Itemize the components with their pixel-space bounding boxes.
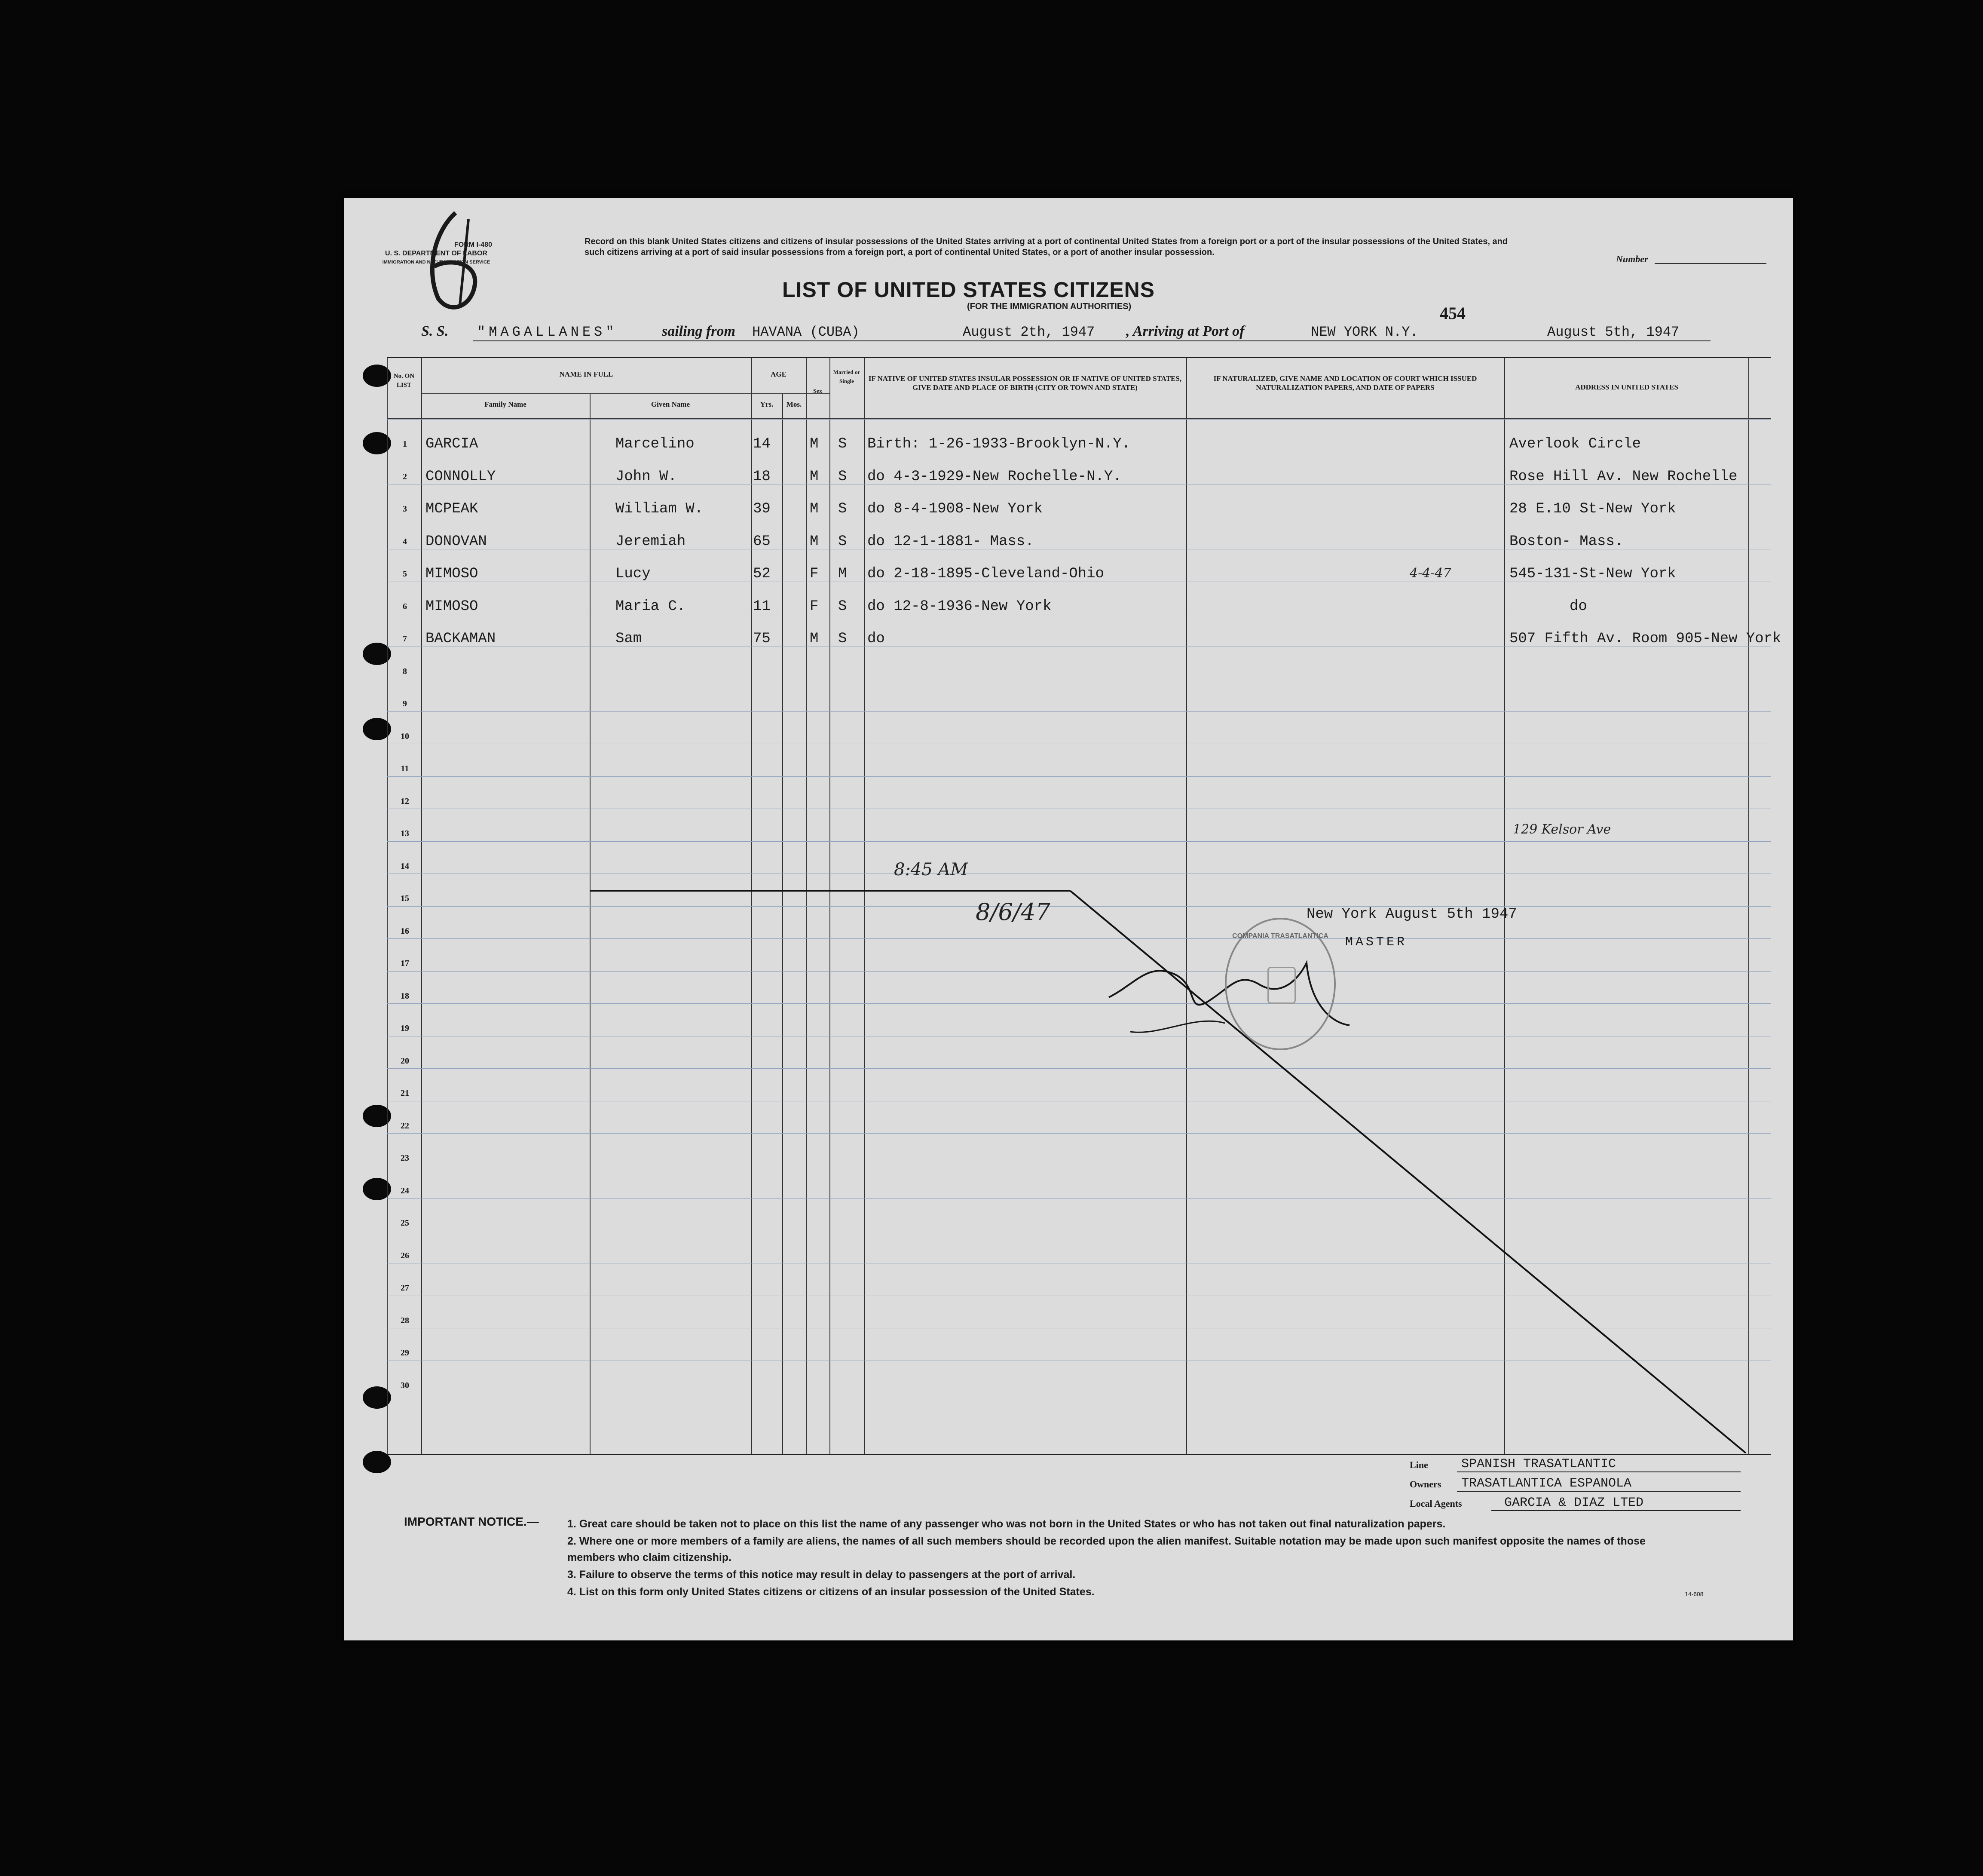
family-name-cell: MIMOSO [425, 598, 478, 615]
header-mos: Mos. [786, 400, 802, 408]
given-name-cell: Marcelino [615, 436, 695, 452]
owners-value: TRASATLANTICA ESPANOLA [1461, 1476, 1632, 1491]
row-number: 2 [403, 472, 407, 481]
age-years-cell: 14 [753, 436, 771, 452]
age-years-cell: 75 [753, 631, 771, 647]
address-cell: Boston- Mass. [1509, 533, 1624, 550]
given-name-cell: Maria C. [615, 598, 686, 615]
row-number: 15 [401, 894, 409, 903]
handwritten-time-note: 8:45 AM [894, 860, 968, 880]
header-family-name: Family Name [484, 400, 526, 408]
marital-status-cell: M [838, 566, 847, 582]
birth-info-cell: do 12-8-1936-New York [867, 598, 1052, 615]
vessel-name: "MAGALLANES" [477, 324, 618, 340]
row-number: 3 [403, 504, 407, 514]
marital-status-cell: S [838, 631, 847, 647]
row-number: 14 [401, 861, 409, 871]
row-number: 21 [401, 1088, 409, 1098]
row-number: 9 [403, 699, 407, 708]
marital-status-cell: S [838, 501, 847, 517]
header-age: AGE [771, 370, 786, 378]
sex-cell: F [810, 598, 819, 615]
notice-title: IMPORTANT NOTICE.— [404, 1515, 539, 1528]
department-label: U. S. DEPARTMENT OF LABOR [385, 250, 487, 257]
header-married: Married or Single [833, 369, 860, 384]
agents-value: GARCIA & DIAZ LTED [1504, 1496, 1644, 1510]
header-address: ADDRESS IN UNITED STATES [1575, 383, 1678, 391]
page-subtitle: (FOR THE IMMIGRATION AUTHORITIES) [967, 302, 1132, 311]
sex-cell: M [810, 533, 819, 550]
address-cell: Averlook Circle [1509, 436, 1641, 452]
marital-status-cell: S [838, 533, 847, 550]
footer-owners-field [1410, 1476, 1632, 1491]
notice-item-1: 1. Great care should be taken not to place on this list the name of any passenger who was not born in the United States or who has not taken out final naturalization papers. [567, 1518, 1446, 1530]
form-number: FORM I-480 [454, 241, 492, 248]
row-number: 12 [401, 796, 409, 806]
master-place-date: New York August 5th 1947 [1307, 906, 1517, 923]
row-number: 17 [401, 959, 409, 968]
row-number: 18 [401, 991, 409, 1001]
address-cell: 545-131-St-New York [1509, 566, 1676, 582]
age-years-cell: 11 [753, 598, 771, 615]
page-number: 454 [1440, 303, 1466, 323]
address-cell: 28 E.10 St-New York [1509, 501, 1676, 517]
marital-status-cell: S [838, 436, 847, 452]
birth-info-cell: do 4-3-1929-New Rochelle-N.Y. [867, 468, 1122, 485]
row-number: 24 [401, 1186, 409, 1195]
address-cell: Rose Hill Av. New Rochelle [1509, 468, 1738, 485]
row-number: 29 [401, 1348, 409, 1358]
handwritten-address-note: 129 Kelsor Ave [1513, 822, 1611, 837]
age-years-cell: 52 [753, 566, 771, 582]
notice-item-4: 4. List on this form only United States citizens or citizens of an insular possession of the United States. [567, 1586, 1095, 1598]
row-number: 10 [401, 731, 409, 741]
row-number: 1 [403, 439, 407, 449]
service-label: IMMIGRATION AND NATURALIZATION SERVICE [382, 260, 490, 265]
sex-cell: F [810, 566, 819, 582]
age-years-cell: 39 [753, 501, 771, 517]
given-name-cell: Sam [615, 631, 642, 647]
sex-cell: M [810, 501, 819, 517]
agents-label: Local Agents [1410, 1498, 1462, 1509]
row-number: 4 [403, 536, 407, 546]
family-name-cell: CONNOLLY [425, 468, 496, 485]
family-name-cell: BACKAMAN [425, 631, 496, 647]
age-years-cell: 18 [753, 468, 771, 485]
arrival-port: NEW YORK N.Y. [1311, 324, 1418, 340]
row-number: 19 [401, 1024, 409, 1033]
row-number: 28 [401, 1315, 409, 1325]
record-instructions: Record on this blank United States citizens and citizens of insular possessions of the United States arriving at a port of continental United States from a foreign port or a port of the insular possessions of the United States, and such citizens arriving at a port of said insular possessions from a foreign port, a port of continental United States, or a port of another insular possession. [584, 237, 1508, 257]
header-yrs: Yrs. [760, 400, 774, 408]
sailing-label: sailing from [662, 323, 735, 339]
birth-info-cell: do 12-1-1881- Mass. [867, 533, 1034, 550]
anchor-icon [1267, 967, 1296, 1004]
sailing-date: August 2th, 1947 [963, 324, 1095, 340]
family-name-cell: MIMOSO [425, 566, 478, 582]
row-number: 8 [403, 666, 407, 676]
manifest-page [344, 198, 1793, 1640]
departure-port: HAVANA (CUBA) [752, 324, 860, 340]
family-name-cell: DONOVAN [425, 533, 487, 550]
sex-cell: M [810, 631, 819, 647]
address-cell: do [1570, 598, 1587, 615]
row-number: 6 [403, 601, 407, 611]
ss-label: S. S. [421, 323, 449, 339]
birth-info-cell: Birth: 1-26-1933-Brooklyn-N.Y. [867, 436, 1131, 452]
given-name-cell: John W. [615, 468, 677, 485]
notice-item-3: 3. Failure to observe the terms of this notice may result in delay to passengers at the port of arrival. [567, 1569, 1076, 1581]
given-name-cell: Jeremiah [615, 533, 686, 550]
footer-agents-field [1410, 1496, 1644, 1510]
row-number: 26 [401, 1251, 409, 1260]
birth-info-cell: do 8-4-1908-New York [867, 501, 1043, 517]
row-number: 5 [403, 569, 407, 579]
sex-cell: M [810, 468, 819, 485]
header-name-in-full: NAME IN FULL [559, 370, 613, 378]
address-cell: 507 Fifth Av. Room 905-New York [1509, 631, 1781, 647]
row-number: 20 [401, 1056, 409, 1066]
arriving-label: , Arriving at Port of [1126, 323, 1245, 339]
ship-stamp [1225, 918, 1336, 1050]
birth-info-cell: do [867, 631, 885, 647]
owners-label: Owners [1410, 1479, 1441, 1490]
row-number: 30 [401, 1380, 409, 1390]
notice-item-2: 2. Where one or more members of a family are aliens, the names of all such members should be recorded upon the alien manifest. Suitable notation may be made upon such manifest opposite the names of those members who claim citizenship. [567, 1535, 1646, 1563]
handwritten-date-note: 8/6/47 [976, 898, 1050, 926]
stamp-text: COMPANIA TRASATLANTICA [1232, 932, 1328, 940]
family-name-cell: GARCIA [425, 436, 478, 452]
line-value: SPANISH TRASATLANTIC [1461, 1457, 1616, 1471]
page-title: LIST OF UNITED STATES CITIZENS [782, 278, 1155, 302]
header-sex: Sex [813, 388, 822, 395]
header-given-name: Given Name [651, 400, 690, 408]
row-number: 7 [403, 634, 407, 644]
row-number: 11 [401, 764, 409, 773]
cancellation-lines [344, 198, 1793, 1640]
footer-line-field [1410, 1457, 1616, 1471]
age-years-cell: 65 [753, 533, 771, 550]
row-number: 27 [401, 1283, 409, 1293]
row-number: 23 [401, 1153, 409, 1163]
header-no: No. ON LIST [393, 373, 415, 389]
header-naturalized: IF NATURALIZED, GIVE NAME AND LOCATION OF COURT WHICH ISSUED NATURALIZATION PAPERS, AND DATE OF PAPERS [1213, 374, 1477, 392]
number-label: Number [1616, 254, 1648, 264]
birth-info-cell: do 2-18-1895-Cleveland-Ohio [867, 566, 1104, 582]
naturalization-cell: 4-4-47 [1410, 566, 1451, 581]
row-number: 25 [401, 1218, 409, 1228]
master-label: MASTER [1345, 935, 1408, 950]
marital-status-cell: S [838, 598, 847, 615]
row-number: 13 [401, 829, 409, 838]
row-number: 22 [401, 1121, 409, 1131]
sex-cell: M [810, 436, 819, 452]
given-name-cell: Lucy [615, 566, 651, 582]
marital-status-cell: S [838, 468, 847, 485]
line-label: Line [1410, 1459, 1428, 1470]
arrival-date: August 5th, 1947 [1547, 324, 1680, 340]
family-name-cell: MCPEAK [425, 501, 478, 517]
given-name-cell: William W. [615, 501, 704, 517]
header-native-birth: IF NATIVE OF UNITED STATES INSULAR POSSESSION OR IF NATIVE OF UNITED STATES, GIVE DATE AND PLACE OF BIRTH (CITY OR TOWN AND STATE) [868, 374, 1182, 392]
row-number: 16 [401, 926, 409, 936]
print-code: 14-608 [1685, 1591, 1704, 1597]
